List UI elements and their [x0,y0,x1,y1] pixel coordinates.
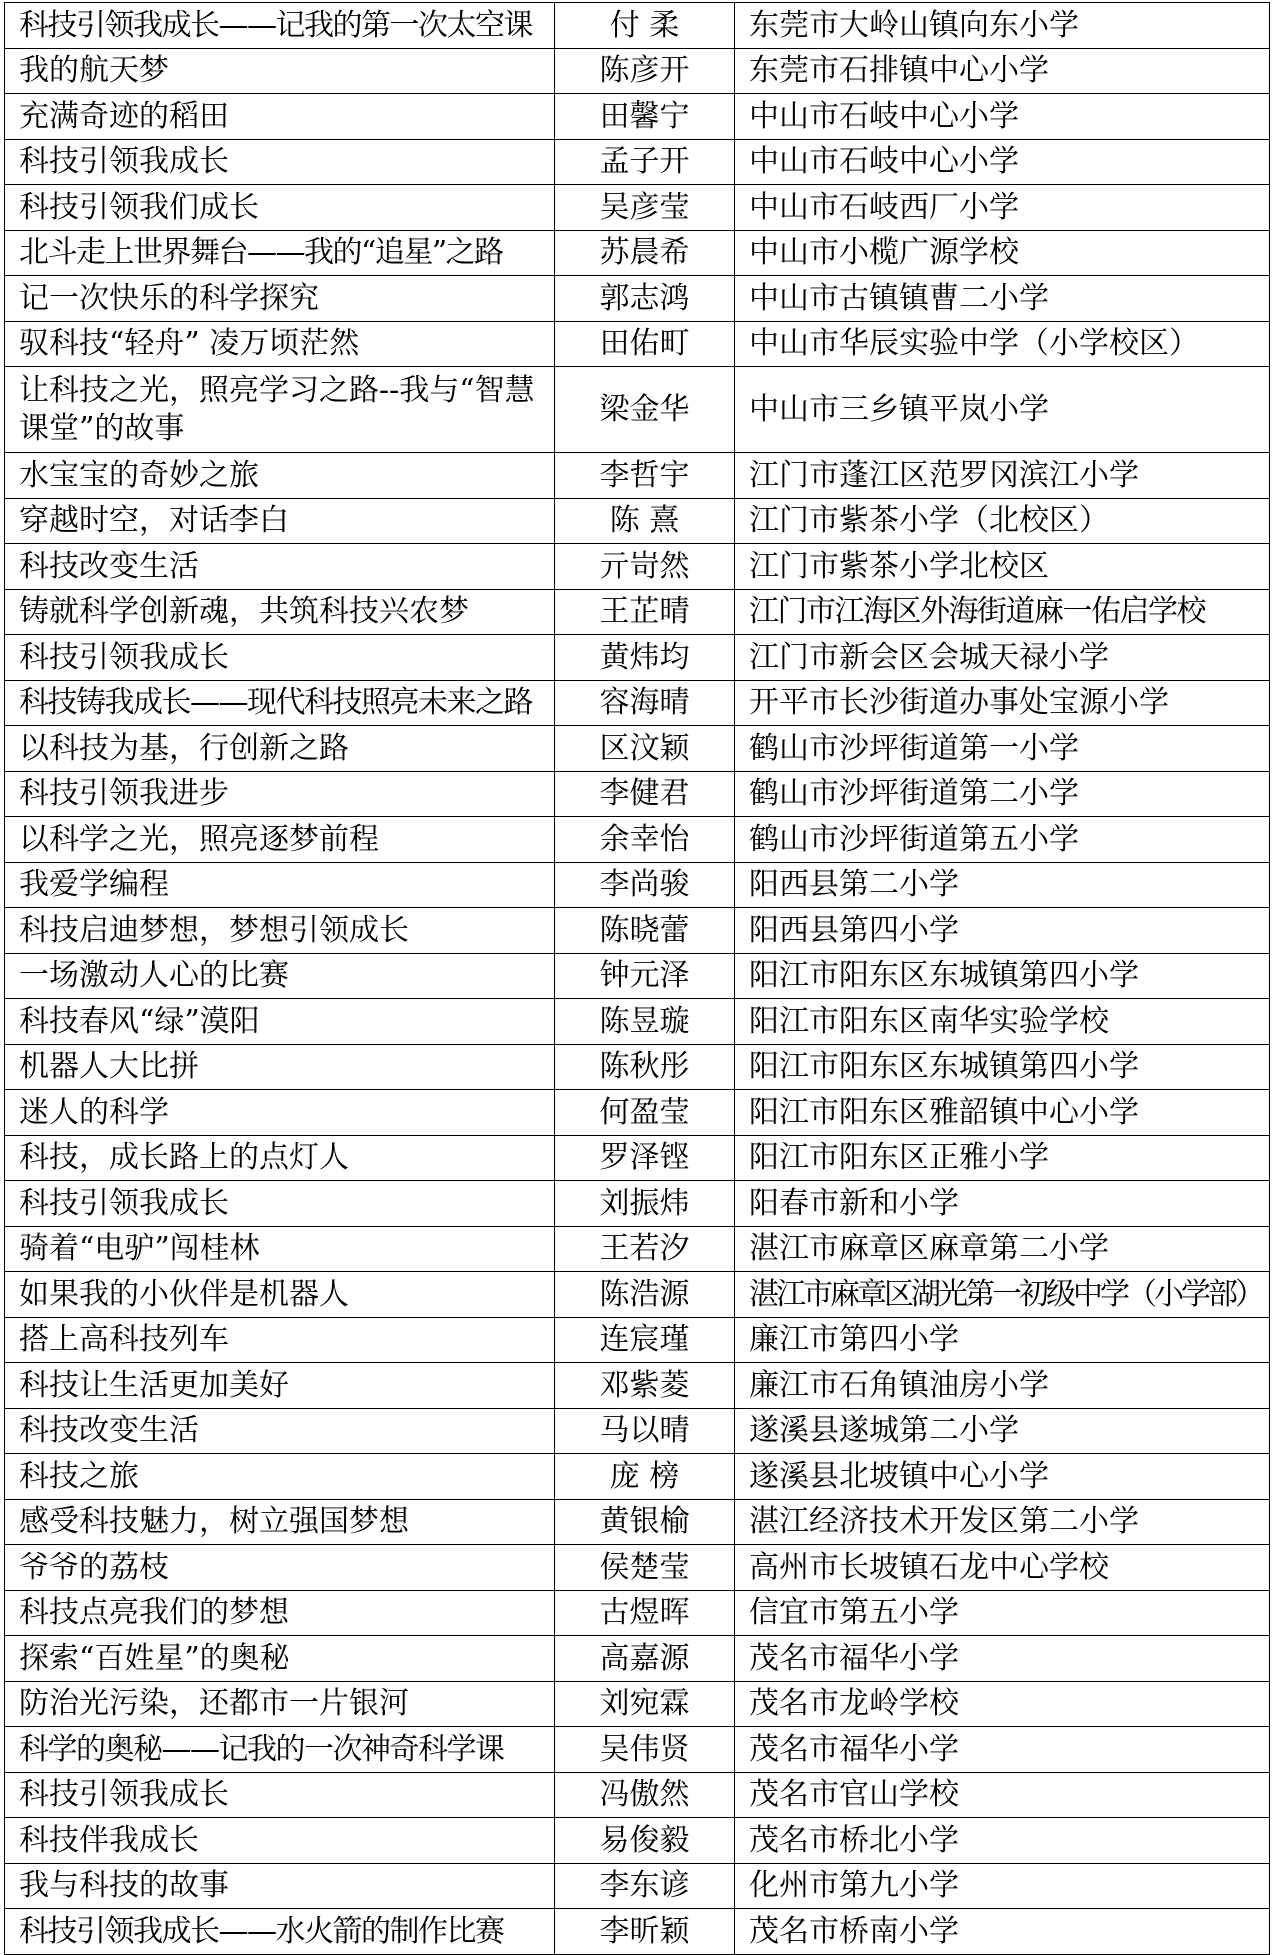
essay-title-cell: 防治光污染，还都市一片银河 [5,1681,555,1727]
author-cell: 区汶颖 [555,726,735,772]
essay-title-cell: 水宝宝的奇妙之旅 [5,453,555,499]
author-cell: 田佑町 [555,321,735,367]
essay-title-cell: 记一次快乐的科学探究 [5,276,555,322]
school-cell: 中山市小榄广源学校 [735,230,1270,276]
school-cell: 江门市新会区会城天禄小学 [735,635,1270,681]
table-row [5,635,1270,681]
award-list-table [4,2,1270,1955]
author-cell: 李东谚 [555,1863,735,1909]
author-cell: 庞 榜 [555,1454,735,1500]
table-row [5,1272,1270,1318]
school-cell: 中山市石岐西厂小学 [735,185,1270,231]
author-cell: 余幸怡 [555,817,735,863]
table-row [5,999,1270,1045]
essay-title-cell: 搭上高科技列车 [5,1317,555,1363]
school-cell: 鹤山市沙坪街道第一小学 [735,726,1270,772]
table-row [5,726,1270,772]
essay-title-cell: 探索“百姓星”的奥秘 [5,1636,555,1682]
table-row [5,1135,1270,1181]
table-row [5,139,1270,185]
school-cell: 茂名市福华小学 [735,1636,1270,1682]
essay-title-cell: 科技引领我成长 [5,1181,555,1227]
table-row [5,94,1270,140]
author-cell: 易俊毅 [555,1818,735,1864]
author-cell: 陈昱璇 [555,999,735,1045]
table-row [5,589,1270,635]
author-cell: 付 柔 [555,3,735,49]
school-cell: 中山市石岐中心小学 [735,94,1270,140]
school-cell: 东莞市大岭山镇向东小学 [735,3,1270,49]
table-row [5,276,1270,322]
essay-title-cell: 科技之旅 [5,1454,555,1500]
essay-title-cell: 科技引领我成长 [5,1772,555,1818]
essay-title-cell: 科技引领我成长——水火箭的制作比赛 [5,1909,555,1955]
author-cell: 王芷晴 [555,589,735,635]
author-cell: 吴伟贤 [555,1727,735,1773]
table-row [5,1863,1270,1909]
author-cell: 李哲宇 [555,453,735,499]
school-cell: 阳春市新和小学 [735,1181,1270,1227]
school-cell: 茂名市桥南小学 [735,1909,1270,1955]
author-cell: 黄银榆 [555,1499,735,1545]
table-row [5,1499,1270,1545]
essay-title-cell: 驭科技“轻舟” 凌万顷茫然 [5,321,555,367]
table-row [5,3,1270,49]
table-row [5,1590,1270,1636]
school-cell: 湛江经济技术开发区第二小学 [735,1499,1270,1545]
school-cell: 阳江市阳东区南华实验学校 [735,999,1270,1045]
essay-title-cell: 充满奇迹的稻田 [5,94,555,140]
author-cell: 容海晴 [555,680,735,726]
essay-title-cell: 穿越时空，对话李白 [5,498,555,544]
table-row [5,498,1270,544]
table-row [5,1090,1270,1136]
essay-title-cell: 科技启迪梦想，梦想引领成长 [5,908,555,954]
essay-title-cell: 如果我的小伙伴是机器人 [5,1272,555,1318]
essay-title-cell: 科技改变生活 [5,1408,555,1454]
essay-title-cell: 科技伴我成长 [5,1818,555,1864]
essay-title-cell: 科技引领我们成长 [5,185,555,231]
table-row [5,1636,1270,1682]
table-row [5,1044,1270,1090]
author-cell: 黄炜均 [555,635,735,681]
school-cell: 鹤山市沙坪街道第二小学 [735,771,1270,817]
author-cell: 钟元泽 [555,953,735,999]
author-cell: 陈秋彤 [555,1044,735,1090]
author-cell: 田馨宁 [555,94,735,140]
author-cell: 高嘉源 [555,1636,735,1682]
school-cell: 茂名市龙岭学校 [735,1681,1270,1727]
essay-title-cell: 迷人的科学 [5,1090,555,1136]
school-cell: 遂溪县遂城第二小学 [735,1408,1270,1454]
table-row [5,862,1270,908]
essay-title-cell: 科技引领我进步 [5,771,555,817]
author-cell: 古煜晖 [555,1590,735,1636]
essay-title-cell: 以科技为基，行创新之路 [5,726,555,772]
table-row [5,1681,1270,1727]
school-cell: 开平市长沙街道办事处宝源小学 [735,680,1270,726]
author-cell: 何盈莹 [555,1090,735,1136]
school-cell: 廉江市石角镇油房小学 [735,1363,1270,1409]
school-cell: 中山市古镇镇曹二小学 [735,276,1270,322]
table-row [5,544,1270,590]
essay-title-cell: 让科技之光，照亮学习之路--我与“智慧课堂”的故事 [5,367,555,453]
school-cell: 阳江市阳东区东城镇第四小学 [735,1044,1270,1090]
essay-title-cell: 感受科技魅力，树立强国梦想 [5,1499,555,1545]
school-cell: 东莞市石排镇中心小学 [735,48,1270,94]
table-row [5,230,1270,276]
school-cell: 阳江市阳东区雅韶镇中心小学 [735,1090,1270,1136]
table-row [5,1408,1270,1454]
essay-title-cell: 科技改变生活 [5,544,555,590]
author-cell: 马以晴 [555,1408,735,1454]
author-cell: 陈 熹 [555,498,735,544]
table-row [5,1317,1270,1363]
essay-title-cell: 科技点亮我们的梦想 [5,1590,555,1636]
essay-title-cell: 骑着“电驴”闯桂林 [5,1226,555,1272]
author-cell: 连宸瑾 [555,1317,735,1363]
table-row [5,908,1270,954]
essay-title-cell: 我与科技的故事 [5,1863,555,1909]
school-cell: 中山市石岐中心小学 [735,139,1270,185]
essay-title-cell: 爷爷的荔枝 [5,1545,555,1591]
school-cell: 湛江市麻章区麻章第二小学 [735,1226,1270,1272]
author-cell: 郭志鸿 [555,276,735,322]
school-cell: 阳西县第二小学 [735,862,1270,908]
author-cell: 李昕颖 [555,1909,735,1955]
table-row [5,1727,1270,1773]
school-cell: 江门市蓬江区范罗冈滨江小学 [735,453,1270,499]
school-cell: 茂名市福华小学 [735,1727,1270,1773]
essay-title-cell: 科技引领我成长——记我的第一次太空课 [5,3,555,49]
school-cell: 阳江市阳东区东城镇第四小学 [735,953,1270,999]
author-cell: 陈晓蕾 [555,908,735,954]
table-row [5,1772,1270,1818]
school-cell: 中山市三乡镇平岚小学 [735,367,1270,453]
essay-title-cell: 科技春风“绿”漠阳 [5,999,555,1045]
essay-title-cell: 以科学之光，照亮逐梦前程 [5,817,555,863]
table-row [5,953,1270,999]
essay-title-cell: 科技铸我成长——现代科技照亮未来之路 [5,680,555,726]
table-row [5,185,1270,231]
essay-title-cell: 北斗走上世界舞台——我的“追星”之路 [5,230,555,276]
essay-title-cell: 科技，成长路上的点灯人 [5,1135,555,1181]
school-cell: 阳西县第四小学 [735,908,1270,954]
author-cell: 冯傲然 [555,1772,735,1818]
author-cell: 王若汐 [555,1226,735,1272]
essay-title-cell: 科技引领我成长 [5,139,555,185]
table-row [5,321,1270,367]
table-row [5,1909,1270,1955]
table-row [5,771,1270,817]
school-cell: 信宜市第五小学 [735,1590,1270,1636]
table-row [5,453,1270,499]
author-cell: 侯楚莹 [555,1545,735,1591]
school-cell: 中山市华辰实验中学（小学校区） [735,321,1270,367]
school-cell: 廉江市第四小学 [735,1317,1270,1363]
table-row [5,817,1270,863]
school-cell: 高州市长坡镇石龙中心学校 [735,1545,1270,1591]
table-row [5,1818,1270,1864]
school-cell: 阳江市阳东区正雅小学 [735,1135,1270,1181]
school-cell: 湛江市麻章区湖光第一初级中学（小学部） [735,1272,1270,1318]
table-row [5,1363,1270,1409]
author-cell: 刘振炜 [555,1181,735,1227]
table-row [5,680,1270,726]
school-cell: 江门市江海区外海街道麻一佑启学校 [735,589,1270,635]
author-cell: 亓岢然 [555,544,735,590]
author-cell: 罗泽铿 [555,1135,735,1181]
essay-title-cell: 我爱学编程 [5,862,555,908]
school-cell: 化州市第九小学 [735,1863,1270,1909]
school-cell: 江门市紫茶小学（北校区） [735,498,1270,544]
author-cell: 李尚骏 [555,862,735,908]
essay-title-cell: 科技让生活更加美好 [5,1363,555,1409]
table-row [5,1226,1270,1272]
essay-title-cell: 我的航天梦 [5,48,555,94]
author-cell: 孟子开 [555,139,735,185]
author-cell: 刘宛霖 [555,1681,735,1727]
author-cell: 邓紫菱 [555,1363,735,1409]
author-cell: 陈浩源 [555,1272,735,1318]
author-cell: 苏晨希 [555,230,735,276]
school-cell: 鹤山市沙坪街道第五小学 [735,817,1270,863]
school-cell: 遂溪县北坡镇中心小学 [735,1454,1270,1500]
essay-title-cell: 铸就科学创新魂，共筑科技兴农梦 [5,589,555,635]
table-row [5,1545,1270,1591]
school-cell: 茂名市官山学校 [735,1772,1270,1818]
essay-title-cell: 科技引领我成长 [5,635,555,681]
table-row [5,1181,1270,1227]
essay-title-cell: 机器人大比拼 [5,1044,555,1090]
essay-title-cell: 科学的奥秘——记我的一次神奇科学课 [5,1727,555,1773]
school-cell: 茂名市桥北小学 [735,1818,1270,1864]
table-row [5,367,1270,453]
award-list-body [5,3,1270,1955]
table-row [5,48,1270,94]
author-cell: 陈彦开 [555,48,735,94]
author-cell: 李健君 [555,771,735,817]
school-cell: 江门市紫茶小学北校区 [735,544,1270,590]
essay-title-cell: 一场激动人心的比赛 [5,953,555,999]
author-cell: 梁金华 [555,367,735,453]
author-cell: 吴彦莹 [555,185,735,231]
table-row [5,1454,1270,1500]
